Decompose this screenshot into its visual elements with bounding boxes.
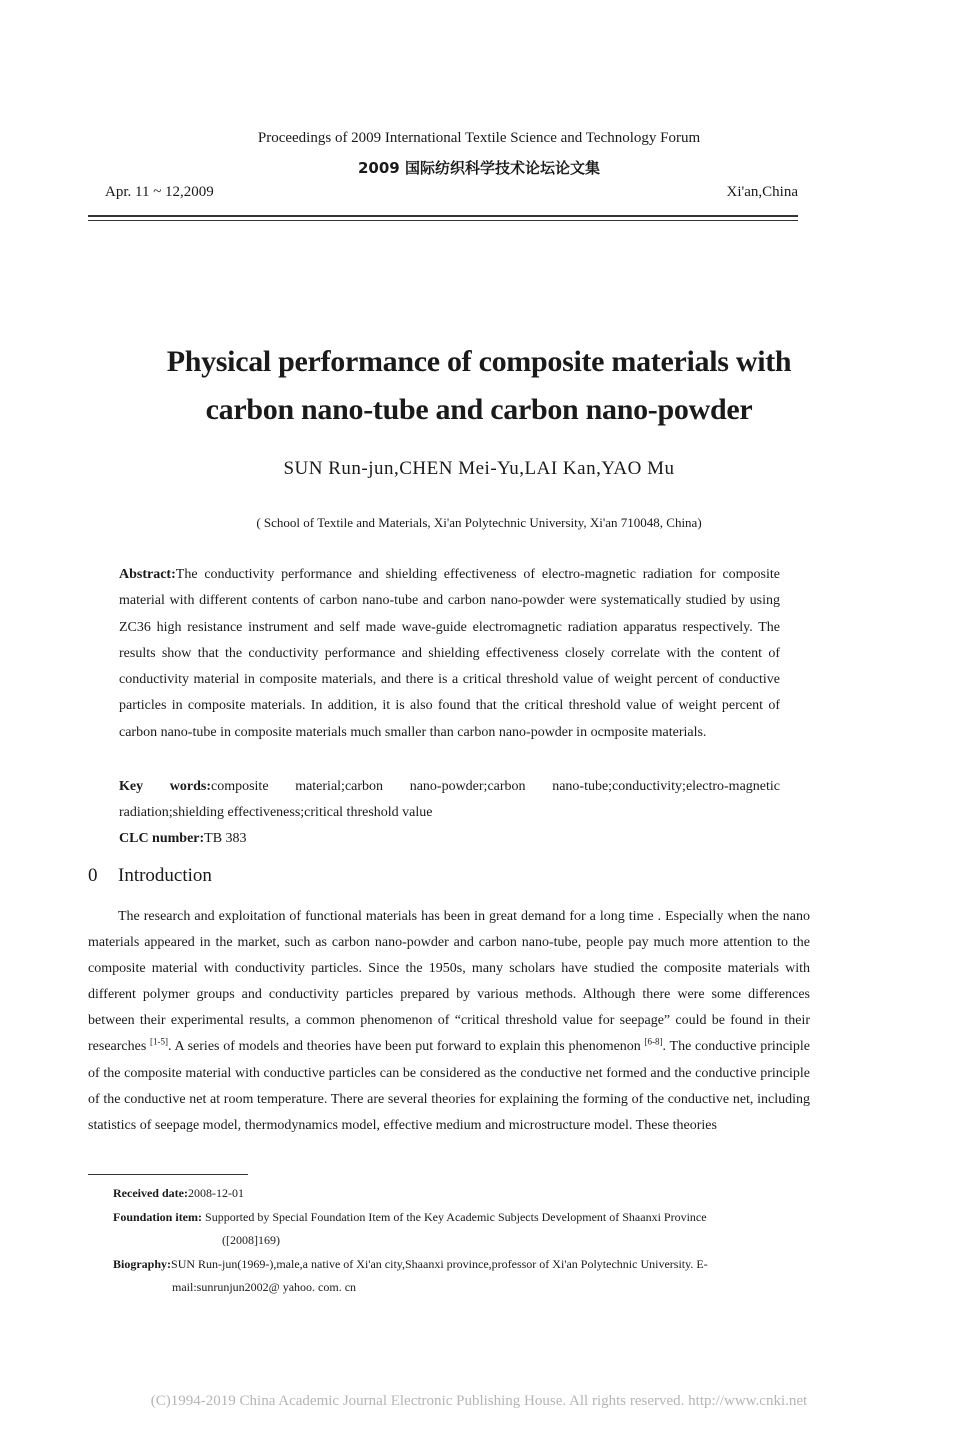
abstract-label: Abstract: [119, 567, 176, 582]
intro-paragraph [88, 904, 810, 1139]
affiliation: ( School of Textile and Materials, Xi'an Polytechnic University, Xi'an 710048, China) [256, 515, 702, 530]
foundation-text: Supported by Special Foundation Item of the Key Academic Subjects Development of Shaanxi Province [205, 1210, 707, 1224]
received-date: 2008-12-01 [187, 1186, 244, 1200]
intro-text-2: . A series of models and theories have been put forward to explain this phenomenon [168, 1039, 645, 1055]
footnote-received [113, 1183, 244, 1204]
footnote-foundation [113, 1207, 810, 1228]
conference-place: Xi'an,China [726, 184, 798, 200]
authors: SUN Run-jun,CHEN Mei-Yu,LAI Kan,YAO Mu [283, 458, 675, 479]
footnote-biography-cont: mail:sunrunjun2002@ yahoo. com. cn [172, 1280, 357, 1294]
foundation-label: Foundation item: [113, 1210, 203, 1224]
footnote-foundation-cont: ([2008]169) [222, 1233, 280, 1247]
abstract [119, 562, 780, 746]
copyright-watermark: (C)1994-2019 China Academic Journal Electronic Publishing House. All rights reserved. http://www.cnki.net [150, 1393, 808, 1409]
footnote-biography [113, 1254, 810, 1275]
footnote-rule [88, 1174, 248, 1175]
title-line-1: Physical performance of composite materials with [166, 345, 792, 378]
biography-text: SUN Run-jun(1969-),male,a native of Xi'an city,Shaanxi province,professor of Xi'an Polytechnic University. E- [171, 1257, 708, 1271]
keywords [119, 774, 780, 826]
clc-number [119, 826, 247, 852]
citation-ref[interactable]: [1-5] [150, 1036, 169, 1047]
biography-label: Biography: [113, 1257, 172, 1271]
citation-ref[interactable]: [6-8] [644, 1036, 663, 1047]
received-label: Received date: [113, 1186, 188, 1200]
intro-text-1: The research and exploitation of functional materials has been in great demand for a long time . Especially when the nano materials appeared in the market, such as carbon nano-powder and carbon nano-tube, people pay much more attention to the composite material with conductivity particles. Since the 1950s, many scholars have studied the composite materials with different polymer groups and conductivity particles prepared by various methods. Although there were some differences between their experimental results, a common phenomenon of “critical threshold value for seepage” could be found in their researches [88, 909, 810, 1055]
proceedings-title-cn: 2009 国际纺织科学技术论坛论文集 [358, 159, 600, 177]
header-rule-thin [88, 220, 798, 221]
proceedings-title-en: Proceedings of 2009 International Textile Science and Technology Forum [257, 130, 701, 146]
section-title: Introduction [118, 865, 212, 886]
section-heading [88, 865, 212, 887]
header-rule-thick [88, 215, 798, 217]
clc-text: TB 383 [204, 831, 247, 846]
paper-title [0, 338, 958, 434]
section-number: 0 [88, 865, 98, 886]
clc-label: CLC number: [119, 831, 205, 846]
keywords-label: Key words: [119, 779, 211, 794]
conference-date: Apr. 11 ~ 12,2009 [105, 184, 214, 200]
abstract-text: The conductivity performance and shielding effectiveness of electro-magnetic radiation for composite material with different contents of carbon nano-tube and carbon nano-powder were systematically studied by using ZC36 high resistance instrument and self made wave-guide electromagnetic radiation apparatus respectively. The results show that the conductivity performance and shielding effectiveness closely correlate with the content of conductivity material in composite materials, and there is a critical threshold value of weight percent of conductive particles in composite materials. In addition, it is also found that the critical threshold value of weight percent of carbon nano-tube in composite materials much smaller than carbon nano-powder in ocmposite materials. [119, 567, 780, 740]
keywords-text: composite material;carbon nano-powder;carbon nano-tube;conductivity;electro-magnetic radiation;shielding effectiveness;critical threshold value [119, 779, 780, 820]
intro-text-3: . The conductive principle of the composite material with conductive particles can be considered as the conductive net formed and the conductive principle of the conductive net at room temperature. There are several theories for explaining the forming of the conductive net, including statistics of seepage model, thermodynamics model, effective medium and microstructure model. These theories [88, 1039, 810, 1133]
title-line-2: carbon nano-tube and carbon nano-powder [205, 393, 753, 426]
